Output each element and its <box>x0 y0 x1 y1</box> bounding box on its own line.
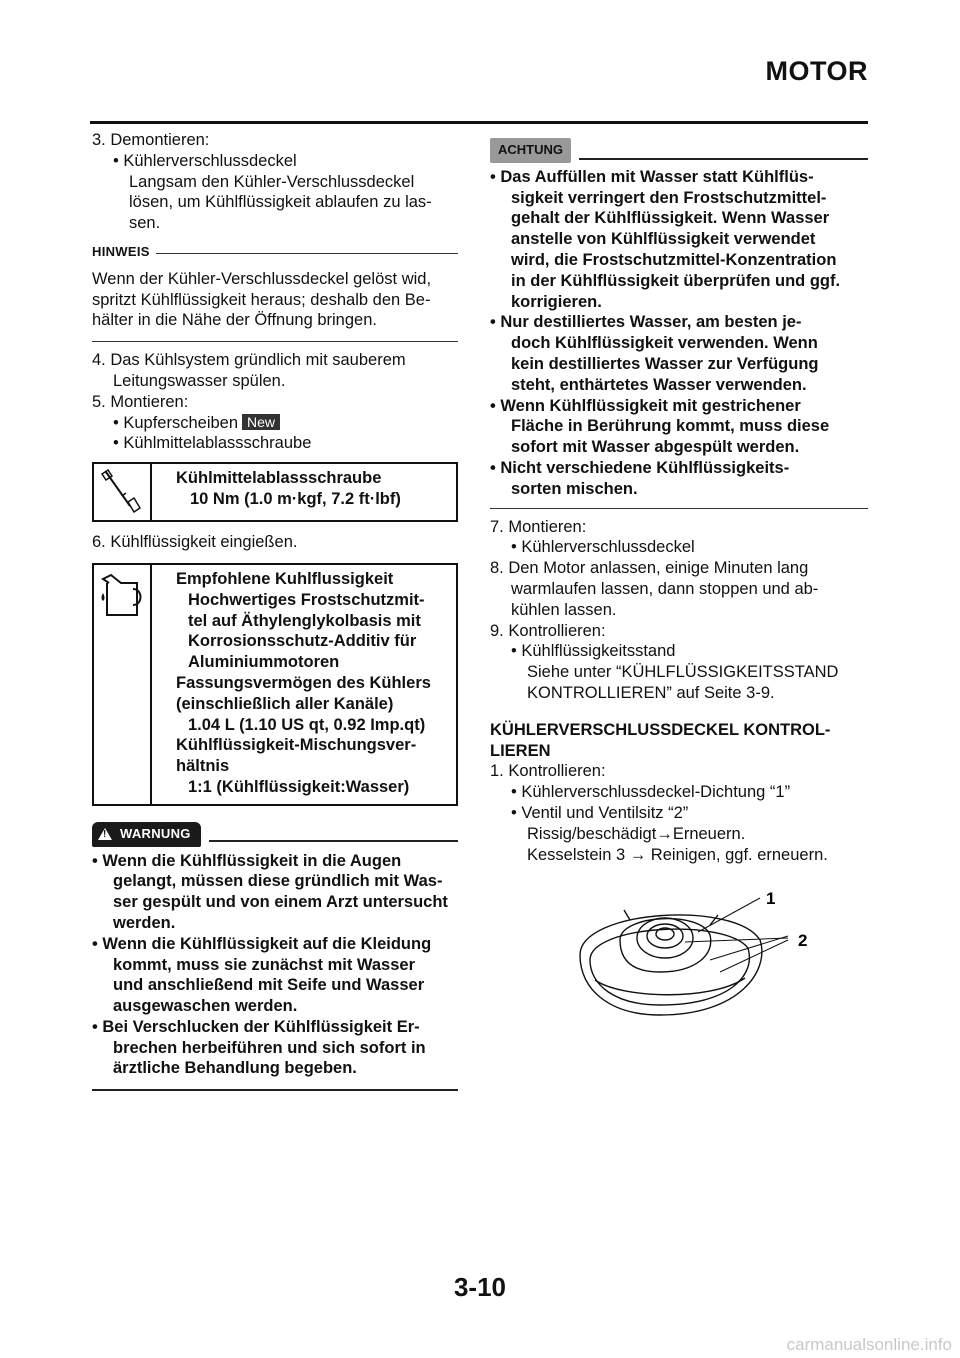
step-4-title: 4. Das Kühlsystem gründlich mit sauberem <box>92 351 406 370</box>
section-step-1-bullet: • Ventil und Ventilsitz “2” <box>511 803 689 822</box>
warning-triangle-icon: ! <box>98 828 112 840</box>
page-header-title: MOTOR <box>765 56 868 86</box>
step-9-text: KONTROLLIEREN” auf Seite 3-9. <box>527 683 775 702</box>
achtung-line: sigkeit verringert den Frostschutzmittel- <box>511 188 827 207</box>
mix-ratio-label: hältnis <box>176 757 230 776</box>
hinweis-line: hälter in die Nähe der Öffnung bringen. <box>92 311 377 330</box>
coolant-type-value: Aluminiummotoren <box>188 653 340 672</box>
radiator-cap-figure <box>560 880 830 1035</box>
coolant-type-value: tel auf Äthylenglykolbasis mit <box>188 611 421 630</box>
step-6-title: 6. Kühlflüssigkeit eingießen. <box>92 533 298 552</box>
achtung-line: sofort mit Wasser abgespült werden. <box>511 438 800 457</box>
coolant-type-value: Hochwertiges Frostschutzmit- <box>188 590 425 609</box>
section-step-1-text: Rissig/beschädigt→Erneuern. <box>527 824 746 843</box>
warning-body <box>92 851 458 1080</box>
achtung-heading <box>490 138 868 163</box>
coolant-box <box>92 563 458 806</box>
step-8-text: warmlaufen lassen, dann stoppen und ab- <box>511 579 819 598</box>
hinweis-label: HINWEIS <box>92 243 150 259</box>
warning-line: • Bei Verschlucken der Kühlflüssigkeit Er- <box>92 1017 420 1036</box>
capacity-label: (einschließlich aller Kanäle) <box>176 694 394 713</box>
section-title <box>490 720 868 762</box>
achtung-badge: ACHTUNG <box>490 138 571 163</box>
coolant-type-label: Empfohlene Kuhlflussigkeit <box>176 569 394 588</box>
achtung-body <box>490 167 868 500</box>
warning-line: • Wenn die Kühlflüssigkeit in die Augen <box>92 851 402 870</box>
achtung-line: kein destilliertes Wasser zur Verfügung <box>511 354 819 373</box>
coolant-type-value: Korrosionsschutz-Additiv für <box>188 632 417 651</box>
step-5-bullet: • Kühlmittelablassschraube <box>113 434 312 453</box>
step-9-text: Siehe unter “KÜHLFLÜSSIGKEITSSTAND <box>527 663 839 682</box>
torque-box <box>92 462 458 522</box>
achtung-line: wird, die Frostschutzmittel-Konzentration <box>511 250 837 269</box>
hinweis-line: Wenn der Kühler-Verschlussdeckel gelöst wid, <box>92 269 432 288</box>
watermark[interactable]: carmanualsonline.info <box>786 1335 952 1354</box>
step-7-bullet: • Kühlerverschlussdeckel <box>511 538 695 557</box>
step-8-title: 8. Den Motor anlassen, einige Minuten lang <box>490 559 809 578</box>
achtung-line: Fläche in Berührung kommt, muss diese <box>511 417 830 436</box>
warning-line: kommt, muss sie zunächst mit Wasser <box>113 955 415 974</box>
warning-line: ausgewaschen werden. <box>113 997 298 1016</box>
torque-title: Kühlmittelablassschraube <box>176 469 382 488</box>
coolant-can-icon <box>94 565 152 804</box>
section-title-line: KÜHLERVERSCHLUSSDECKEL KONTROL- <box>490 720 831 739</box>
warning-label: WARNUNG <box>120 825 191 841</box>
capacity-label: Fassungsvermögen des Kühlers <box>176 673 431 692</box>
section-step-1-bullet: • Kühlerverschlussdeckel-Dichtung “1” <box>511 783 791 802</box>
achtung-line: • Das Auffüllen mit Wasser statt Kühlflüs- <box>490 167 814 186</box>
section-step-1-title: 1. Kontrollieren: <box>490 762 606 781</box>
achtung-line: anstelle von Kühlflüssigkeit verwendet <box>511 230 816 249</box>
warning-line: brechen herbeiführen und sich sofort in <box>113 1038 426 1057</box>
warning-line: ser gespült und von einem Arzt untersucht <box>113 893 448 912</box>
figure-label-2: 2 <box>798 931 808 950</box>
coolant-spec <box>152 565 435 804</box>
warning-end-rule <box>92 1089 458 1091</box>
page-number: 3-10 <box>453 1272 507 1302</box>
warning-line: gelangt, müssen diese gründlich mit Was- <box>113 872 443 891</box>
torque-spec <box>152 464 401 520</box>
right-column <box>490 130 868 865</box>
step-5-bullet <box>92 413 458 434</box>
achtung-line: korrigieren. <box>511 292 602 311</box>
warning-line: werden. <box>113 913 176 932</box>
step-3-text: Langsam den Kühler-Verschlussdeckel <box>129 172 415 191</box>
step-3-bullet: • Kühlerverschlussdeckel <box>113 151 297 170</box>
achtung-line: • Wenn Kühlflüssigkeit mit gestrichener <box>490 396 801 415</box>
achtung-line: • Nur destilliertes Wasser, am besten je- <box>490 313 802 332</box>
hinweis-heading <box>92 242 458 263</box>
step-3-text: lösen, um Kühlflüssigkeit ablaufen zu las- <box>129 193 432 212</box>
warning-badge <box>92 822 201 847</box>
achtung-line: steht, enthärtetes Wasser verwenden. <box>511 375 807 394</box>
step-8-text: kühlen lassen. <box>511 600 617 619</box>
step-4-text: Leitungswasser spülen. <box>113 371 286 390</box>
step-3-title: 3. Demontieren: <box>92 131 210 149</box>
achtung-end-rule <box>490 508 868 509</box>
header-rule <box>90 121 868 124</box>
torque-value: 10 Nm (1.0 m·kgf, 7.2 ft·lbf) <box>190 489 401 508</box>
left-column <box>92 130 458 1091</box>
warning-heading <box>92 822 458 847</box>
warning-line: ärztliche Behandlung begeben. <box>113 1059 357 1078</box>
section-title-line: LIEREN <box>490 741 551 760</box>
section-step-1-text: Kesselstein 3 → Reinigen, ggf. erneuern. <box>527 845 828 864</box>
mix-ratio-label: Kühlflüssigkeit-Mischungsver- <box>176 736 417 755</box>
achtung-line: doch Kühlflüssigkeit verwenden. Wenn <box>511 334 818 353</box>
step-7-title: 7. Montieren: <box>490 517 587 536</box>
achtung-line: gehalt der Kühlflüssigkeit. Wenn Wasser <box>511 209 830 228</box>
achtung-line: sorten mischen. <box>511 479 638 498</box>
achtung-line: in der Kühlflüssigkeit überprüfen und ggf. <box>511 271 841 290</box>
divider <box>92 341 458 342</box>
mix-ratio-value: 1:1 (Kühlflüssigkeit:Wasser) <box>188 777 410 796</box>
warning-line: und anschließend mit Seife und Wasser <box>113 976 425 995</box>
hinweis-body <box>92 269 458 331</box>
figure-label-1: 1 <box>766 889 776 908</box>
hinweis-line: spritzt Kühlflüssigkeit heraus; deshalb den Be- <box>92 290 431 309</box>
copper-washers-label: • Kupferscheiben <box>113 413 239 432</box>
step-9-title: 9. Kontrollieren: <box>490 621 606 640</box>
torque-wrench-icon <box>94 464 152 520</box>
step-3-text: sen. <box>129 214 161 233</box>
capacity-value: 1.04 L (1.10 US qt, 0.92 Imp.qt) <box>188 715 426 734</box>
warning-line: • Wenn die Kühlflüssigkeit auf die Kleidung <box>92 934 432 953</box>
achtung-line: • Nicht verschiedene Kühlflüssigkeits- <box>490 458 790 477</box>
step-5-title: 5. Montieren: <box>92 392 189 411</box>
step-9-bullet: • Kühlflüssigkeitsstand <box>511 642 676 661</box>
new-badge: New <box>242 414 280 430</box>
